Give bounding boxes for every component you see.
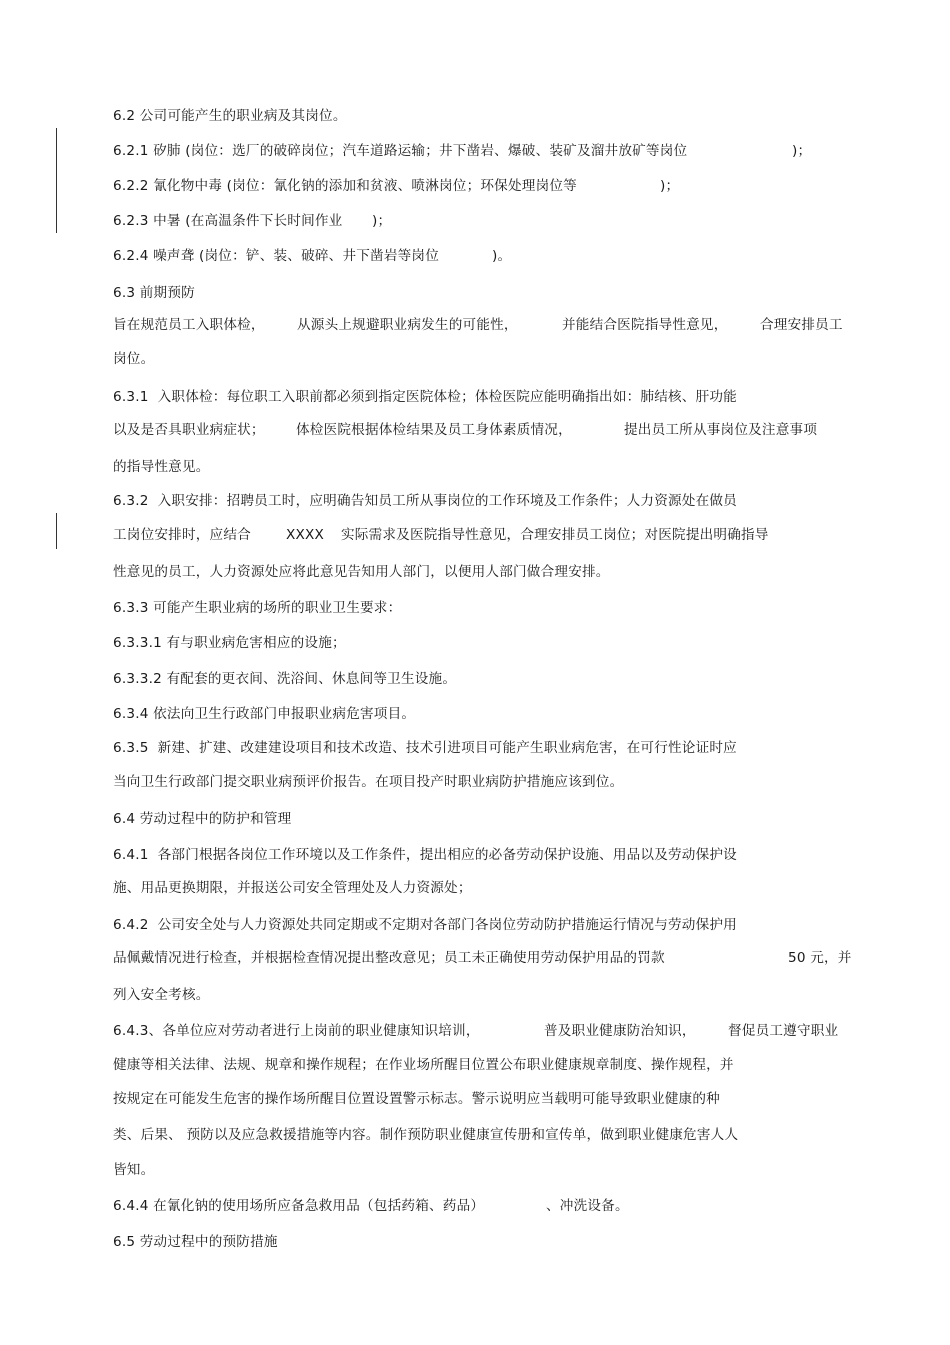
text-segment: 督促员工遵守职业 [728, 1023, 839, 1039]
paragraph-line: 的指导性意见。 [113, 459, 210, 475]
text-segment: )； [372, 213, 392, 229]
text-segment: 6.4.4 在氰化钠的使用场所应备急救用品（包括药箱、药品） [113, 1198, 485, 1214]
text-segment: 工岗位安排时，应结合 [113, 527, 251, 543]
text-segment: 、冲洗设备。 [546, 1198, 629, 1214]
paragraph-line: 施、用品更换期限，并报送公司安全管理处及人力资源处； [113, 880, 472, 896]
text-segment: 品佩戴情况进行检查，并根据检查情况提出整改意见；员工未正确使用劳动保护用品的罚款 [113, 950, 665, 966]
text-segment: 6.2.1 矽肺 (岗位：选厂的破碎岗位；汽车道路运输；井下凿岩、爆破、装矿及溜井放矿等岗位 [113, 143, 688, 159]
list-item: 6.3.4 依法向卫生行政部门申报职业病危害项目。 [113, 706, 416, 722]
paragraph-line: 皆知。 [113, 1162, 155, 1178]
text-segment: XXXX [286, 527, 325, 543]
text-segment: 旨在规范员工入职体检， [113, 317, 265, 333]
list-item: 6.3.3.1 有与职业病危害相应的设施； [113, 635, 346, 651]
section-heading: 6.2 公司可能产生的职业病及其岗位。 [113, 108, 347, 124]
paragraph-line: 类、后果、 预防以及应急救援措施等内容。制作预防职业健康宣传册和宣传单，做到职业健康危害人人 [113, 1127, 739, 1143]
paragraph-line: 健康等相关法律、法规、规章和操作规程；在作业场所醒目位置公布职业健康规章制度、操作规程，并 [113, 1057, 734, 1073]
section-heading: 6.3 前期预防 [113, 285, 195, 301]
section-heading: 6.3.3 可能产生职业病的场所的职业卫生要求： [113, 600, 402, 616]
paragraph-line: 6.4.1 各部门根据各岗位工作环境以及工作条件，提出相应的必备劳动保护设施、用品以及劳动保护设 [113, 847, 737, 863]
text-segment: 6.2.4 噪声聋 (岗位：铲、装、破碎、井下凿岩等岗位 [113, 248, 440, 264]
paragraph-line: 当向卫生行政部门提交职业病预评价报告。在项目投产时职业病防护措施应该到位。 [113, 774, 624, 790]
text-segment: )； [792, 143, 812, 159]
text-segment: 50 元，并 [788, 950, 852, 966]
paragraph-line: 岗位。 [113, 351, 155, 367]
text-segment: 并能结合医院指导性意见， [562, 317, 728, 333]
text-segment: 提出员工所从事岗位及注意事项 [624, 422, 818, 438]
paragraph-line: 6.4.2 公司安全处与人力资源处共同定期或不定期对各部门各岗位劳动防护措施运行情况与劳动保护用 [113, 917, 737, 933]
paragraph-line: 6.3.5 新建、扩建、改建建设项目和技术改造、技术引进项目可能产生职业病危害，在可行性论证时应 [113, 740, 737, 756]
section-heading: 6.4 劳动过程中的防护和管理 [113, 811, 292, 827]
text-segment: 实际需求及医院指导性意见，合理安排员工岗位；对医院提出明确指导 [341, 527, 769, 543]
text-segment: 6.2.3 中暑 (在高温条件下长时间作业 [113, 213, 343, 229]
list-item: 6.3.3.2 有配套的更衣间、洗浴间、休息间等卫生设施。 [113, 671, 457, 687]
text-segment: 合理安排员工 [760, 317, 843, 333]
text-segment: )； [660, 178, 680, 194]
text-segment: 普及职业健康防治知识， [544, 1023, 696, 1039]
section-heading: 6.5 劳动过程中的预防措施 [113, 1234, 278, 1250]
paragraph-line: 6.3.2 入职安排：招聘员工时，应明确告知员工所从事岗位的工作环境及工作条件；人力资源处在做员 [113, 493, 737, 509]
text-segment: 6.2.2 氰化物中毒 (岗位：氰化钠的添加和贫液、喷淋岗位；环保处理岗位等 [113, 178, 577, 194]
paragraph-line: 性意见的员工，人力资源处应将此意见告知用人部门，以便用人部门做合理安排。 [113, 564, 610, 580]
paragraph-line: 列入安全考核。 [113, 987, 210, 1003]
revision-bar [56, 513, 57, 549]
paragraph-line: 6.3.1 入职体检：每位职工入职前都必须到指定医院体检；体检医院应能明确指出如：肺结核、肝功能 [113, 389, 737, 405]
text-segment: 从源头上规避职业病发生的可能性， [297, 317, 518, 333]
text-segment: 以及是否具职业病症状； [113, 422, 265, 438]
text-segment: 6.4.3、各单位应对劳动者进行上岗前的职业健康知识培训， [113, 1023, 480, 1039]
text-segment: )。 [492, 248, 512, 264]
revision-bar [56, 128, 57, 233]
text-segment: 体检医院根据体检结果及员工身体素质情况， [296, 422, 572, 438]
paragraph-line: 按规定在可能发生危害的操作场所醒目位置设置警示标志。警示说明应当载明可能导致职业健康的种 [113, 1091, 720, 1107]
